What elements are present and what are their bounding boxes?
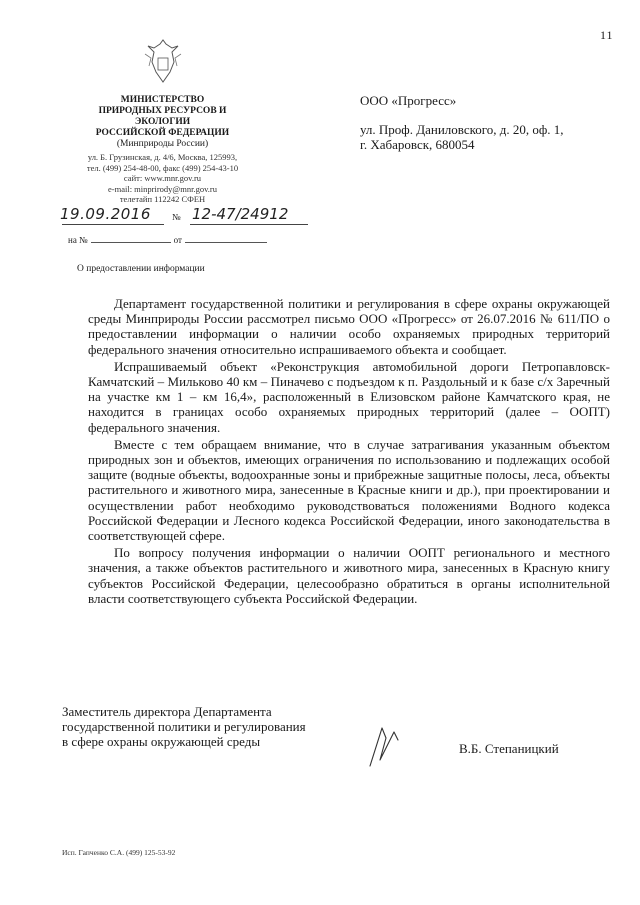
address-line: e-mail: minprirody@mnr.gov.ru (107, 183, 218, 194)
ref-from: от (173, 235, 182, 245)
recipient-address-line: г. Хабаровск, 680054 (360, 137, 475, 152)
recipient-organization: ООО «Прогресс» (360, 93, 457, 108)
signer-title (62, 704, 306, 749)
executor-info: Исп. Гапченко С.А. (499) 125-53-92 (62, 848, 176, 857)
ministry-short-name: (Минприроды России) (116, 139, 209, 149)
letter-body (88, 296, 610, 608)
number-underline (190, 224, 308, 225)
address-line: сайт: www.mnr.gov.ru (123, 173, 202, 183)
registration-number-label: № (172, 212, 181, 222)
signer-title-line: в сфере охраны окружающей среды (62, 734, 261, 749)
signer-title-line: государственной политики и регулирования (62, 719, 306, 734)
reference-row (68, 235, 267, 245)
address-line: ул. Б. Грузинская, д. 4/6, Москва, 125993, (87, 152, 238, 162)
body-paragraph: По вопросу получения информации о наличии ООПТ регионального и местного значения, а также объектов растительного и животного мира, занесенных в Красную книгу субъектов Российской Федерации, целесообразно обратиться в органы исполнительной власти соответствующего субъекта Российской Федерации. (88, 545, 610, 606)
ref-prefix: на № (68, 235, 88, 245)
address-line: телетайп 112242 СФЕН (119, 194, 206, 204)
handwritten-signature (356, 720, 416, 770)
body-paragraph: Департамент государственной политики и регулирования в сфере охраны окружающей среды Минприроды России рассмотрел письмо ООО «Прогресс» от 26.07.2016 № 611/ПО о предоставлении информации о наличии особо охраняемых природных территорий федерального значения относительно испрашиваемого объекта и сообщает. (88, 296, 610, 357)
letter-subject: О предоставлении информации (77, 264, 205, 274)
signer-title-line: Заместитель директора Департамента (62, 704, 272, 719)
body-paragraph: Испрашиваемый объект «Реконструкция автомобильной дороги Петропавловск-Камчатский – Мильково 40 км – Пиначево с подъездом к п. Раздольный и к базе с/х Заречный на участке км 1 – км 16,4», расположенный в Елизовском районе Камчатского края, не находится в границах особо охраняемых природных территорий (далее – ООПТ) федерального значения. (88, 358, 610, 435)
coat-of-arms-icon (142, 38, 184, 88)
ref-number-blank (91, 242, 171, 243)
ref-date-blank (185, 242, 267, 243)
sender-address (70, 152, 255, 205)
recipient-address-line: ул. Проф. Даниловского, д. 20, оф. 1, (360, 122, 564, 137)
address-line: тел. (499) 254-48-00, факс (499) 254-43-10 (86, 162, 239, 173)
recipient-address (360, 122, 564, 152)
ministry-line: ПРИРОДНЫХ РЕСУРСОВ И ЭКОЛОГИИ (98, 106, 227, 127)
signer-name: В.Б. Степаницкий (459, 741, 559, 756)
registration-date: 19.09.2016 (60, 205, 151, 223)
body-paragraph: Вместе с тем обращаем внимание, что в случае затрагивания указанным объектом природных зон и объектов, имеющих ограничения по использованию и подлежащих особой защите (водные объекты, водоохранные зоны и прибрежные защитные полосы, леса, объекты растительного и животного мира, занесенные в Красные книги и др.), при проектировании и осуществлении работ необходимо руководствоваться положениями Водного кодекса Российской Федерации и Лесного кодекса Российской Федерации, иного законодательства в соответствующей сфере. (88, 436, 610, 544)
ministry-line: РОССИЙСКОЙ ФЕДЕРАЦИИ (95, 128, 230, 138)
date-underline (62, 224, 164, 225)
page-number: 11 (600, 28, 614, 42)
registration-number: 12-47/24912 (192, 205, 289, 223)
ministry-header (70, 95, 255, 150)
ministry-line: МИНИСТЕРСТВО (120, 95, 205, 105)
